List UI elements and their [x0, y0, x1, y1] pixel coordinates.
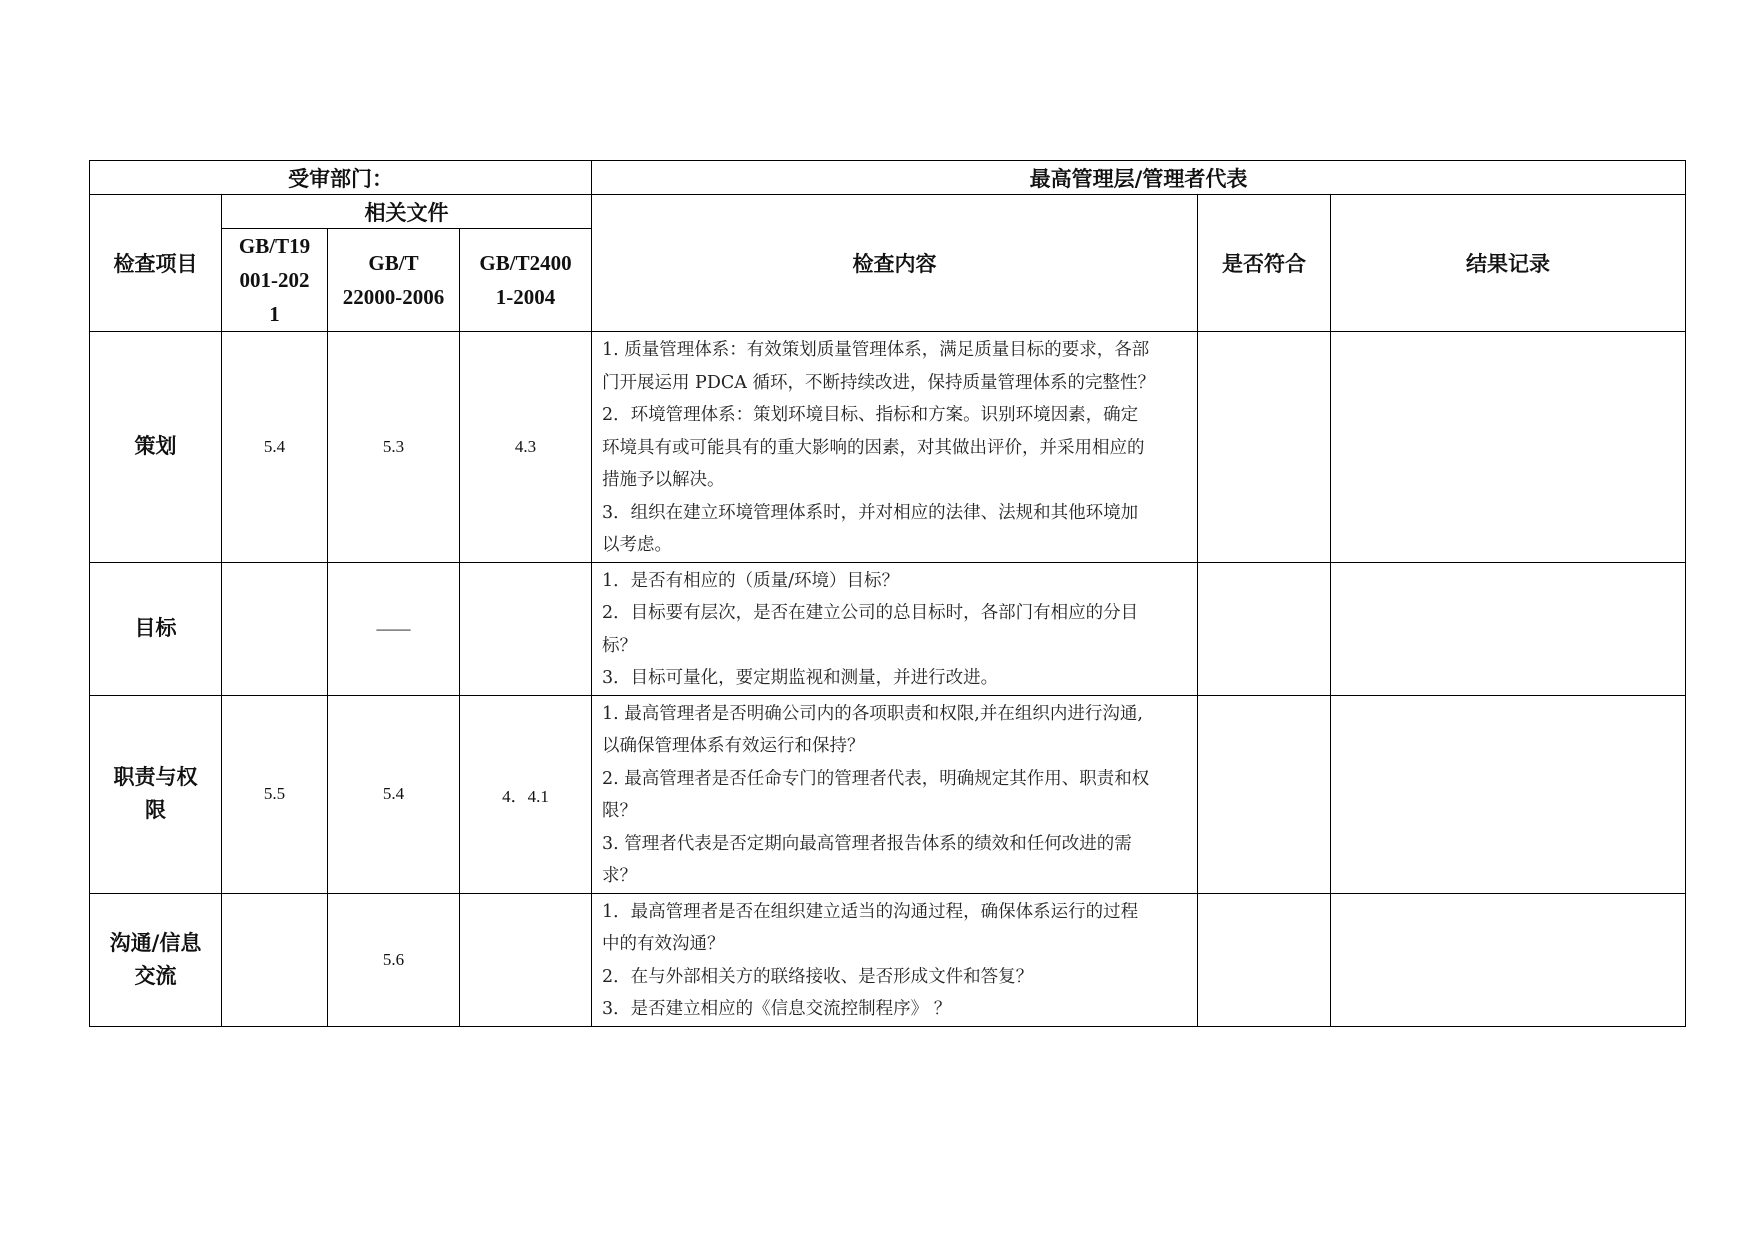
row-conform-cell[interactable]: [1198, 893, 1331, 1026]
col-header-content-cell: [592, 195, 1198, 332]
content-line: 2．在与外部相关方的联络接收、是否形成文件和答复？: [602, 966, 1034, 987]
col-header-std1-line: 001-202: [239, 268, 310, 292]
col-header-std1-line: GB/T19: [238, 234, 311, 258]
content-line: 以确保管理体系有效运行和保持？: [602, 736, 865, 756]
content-line: 3．组织在建立环境管理体系时，并对相应的法律、法规和其他环境加: [602, 502, 1139, 523]
row-content-cell: [592, 562, 1198, 695]
table-row-responsibilities: [90, 695, 1686, 893]
row-record-cell[interactable]: [1331, 893, 1686, 1026]
content-line: 1．是否有相应的（质量/环境）目标？: [602, 570, 900, 591]
row-item-name: 目标: [134, 616, 177, 640]
row-std1-cell: [222, 562, 328, 695]
row-item-cell: [90, 893, 222, 1026]
table-row-planning: [90, 332, 1686, 563]
row-std2-cell: [328, 332, 460, 563]
col-header-std2-line: GB/T: [368, 251, 419, 275]
row-std3-cell: [460, 332, 592, 563]
row-conform-cell[interactable]: [1198, 695, 1331, 893]
department-label: 受审部门：: [288, 166, 393, 191]
content-line: 1. 最高管理者是否明确公司内的各项职责和权限,并在组织内进行沟通,: [602, 703, 1143, 724]
row-record-cell[interactable]: [1331, 562, 1686, 695]
col-header-std3-line: 1-2004: [495, 285, 556, 309]
col-header-content: 检查内容: [852, 252, 937, 276]
content-line: 求？: [602, 866, 637, 886]
content-line: 以考虑。: [602, 535, 672, 555]
audit-checklist-table: [89, 160, 1686, 1027]
col-header-std2-line: 22000-2006: [342, 285, 445, 309]
row-conform-cell[interactable]: [1198, 562, 1331, 695]
col-header-item: 检查项目: [113, 252, 198, 276]
col-header-item-cell: [90, 195, 222, 332]
col-header-std3-line: GB/T2400: [479, 251, 572, 275]
content-line: 2．环境管理体系：策划环境目标、指标和方案。识别环境因素，确定: [602, 405, 1139, 425]
content-line: 3．是否建立相应的《信息交流控制程序》 ？: [602, 999, 952, 1019]
content-line: 标？: [602, 635, 637, 656]
row-std3-value: 4.3: [514, 436, 537, 456]
content-line: 2. 最高管理者是否任命专门的管理者代表，明确规定其作用、职责和权: [602, 768, 1150, 789]
table-row-objectives: [90, 562, 1686, 695]
row-std2-cell: [328, 695, 460, 893]
row-item-name: 沟通/信息: [109, 930, 202, 955]
row-record-cell[interactable]: [1331, 695, 1686, 893]
col-header-record: 结果记录: [1466, 252, 1550, 276]
col-header-conform: 是否符合: [1222, 252, 1306, 276]
content-line: 中的有效沟通？: [602, 934, 725, 954]
col-header-std1-line: 1: [269, 302, 280, 326]
row-content-cell: [592, 893, 1198, 1026]
content-line: 1. 质量管理体系：有效策划质量管理体系，满足质量目标的要求，各部: [602, 340, 1150, 360]
row-std3-cell: [460, 893, 592, 1026]
content-line: 2．目标要有层次，是否在建立公司的总目标时，各部门有相应的分目: [602, 603, 1139, 623]
col-header-std1-cell: [222, 229, 328, 332]
content-line: 限？: [602, 801, 637, 821]
row-std1-cell: [222, 893, 328, 1026]
row-content-cell: [592, 332, 1198, 563]
row-item-cell: [90, 562, 222, 695]
row-std2-value: ——: [376, 618, 411, 638]
content-line: 3. 管理者代表是否定期向最高管理者报告体系的绩效和任何改进的需: [602, 833, 1132, 854]
row-std3-cell: [460, 562, 592, 695]
department-label-cell: [90, 161, 592, 195]
row-std3-value: 4．4.1: [502, 786, 549, 806]
row-std1-value: 5.4: [263, 436, 286, 456]
row-std1-cell: [222, 332, 328, 563]
header-department-row: [90, 161, 1686, 195]
row-std2-cell: [328, 893, 460, 1026]
header-columns-row-1: [90, 195, 1686, 229]
row-conform-cell[interactable]: [1198, 332, 1331, 563]
row-content-cell: [592, 695, 1198, 893]
content-line: 3．目标可量化，要定期监视和测量，并进行改进。: [602, 668, 999, 688]
row-std3-cell: [460, 695, 592, 893]
department-value-cell: [592, 161, 1686, 195]
row-std1-value: 5.5: [263, 784, 286, 803]
content-line: 1．最高管理者是否在组织建立适当的沟通过程，确保体系运行的过程: [602, 901, 1139, 922]
col-header-record-cell: [1331, 195, 1686, 332]
row-std2-value: 5.6: [382, 949, 405, 969]
row-item-name: 限: [145, 798, 166, 822]
row-std2-value: 5.3: [382, 436, 405, 456]
table-row-communication: [90, 893, 1686, 1026]
row-item-name: 策划: [134, 434, 177, 459]
row-item-cell: [90, 695, 222, 893]
row-std2-value: 5.4: [382, 784, 405, 803]
content-line: 措施予以解决。: [602, 470, 725, 490]
row-item-name: 交流: [134, 963, 177, 988]
content-line: 环境具有或可能具有的重大影响的因素，对其做出评价，并采用相应的: [602, 437, 1145, 458]
col-header-std2-cell: [328, 229, 460, 332]
content-line: 门开展运用 PDCA 循环，不断持续改进，保持质量管理体系的完整性？: [602, 372, 1155, 393]
row-item-name: 职责与权: [113, 765, 198, 789]
col-header-related-docs-cell: [222, 195, 592, 229]
row-record-cell[interactable]: [1331, 332, 1686, 563]
row-std1-cell: [222, 695, 328, 893]
row-item-cell: [90, 332, 222, 563]
col-header-conform-cell: [1198, 195, 1331, 332]
col-header-related-docs: 相关文件: [364, 200, 449, 225]
col-header-std3-cell: [460, 229, 592, 332]
department-value: 最高管理层/管理者代表: [1029, 166, 1248, 191]
row-std2-cell: [328, 562, 460, 695]
